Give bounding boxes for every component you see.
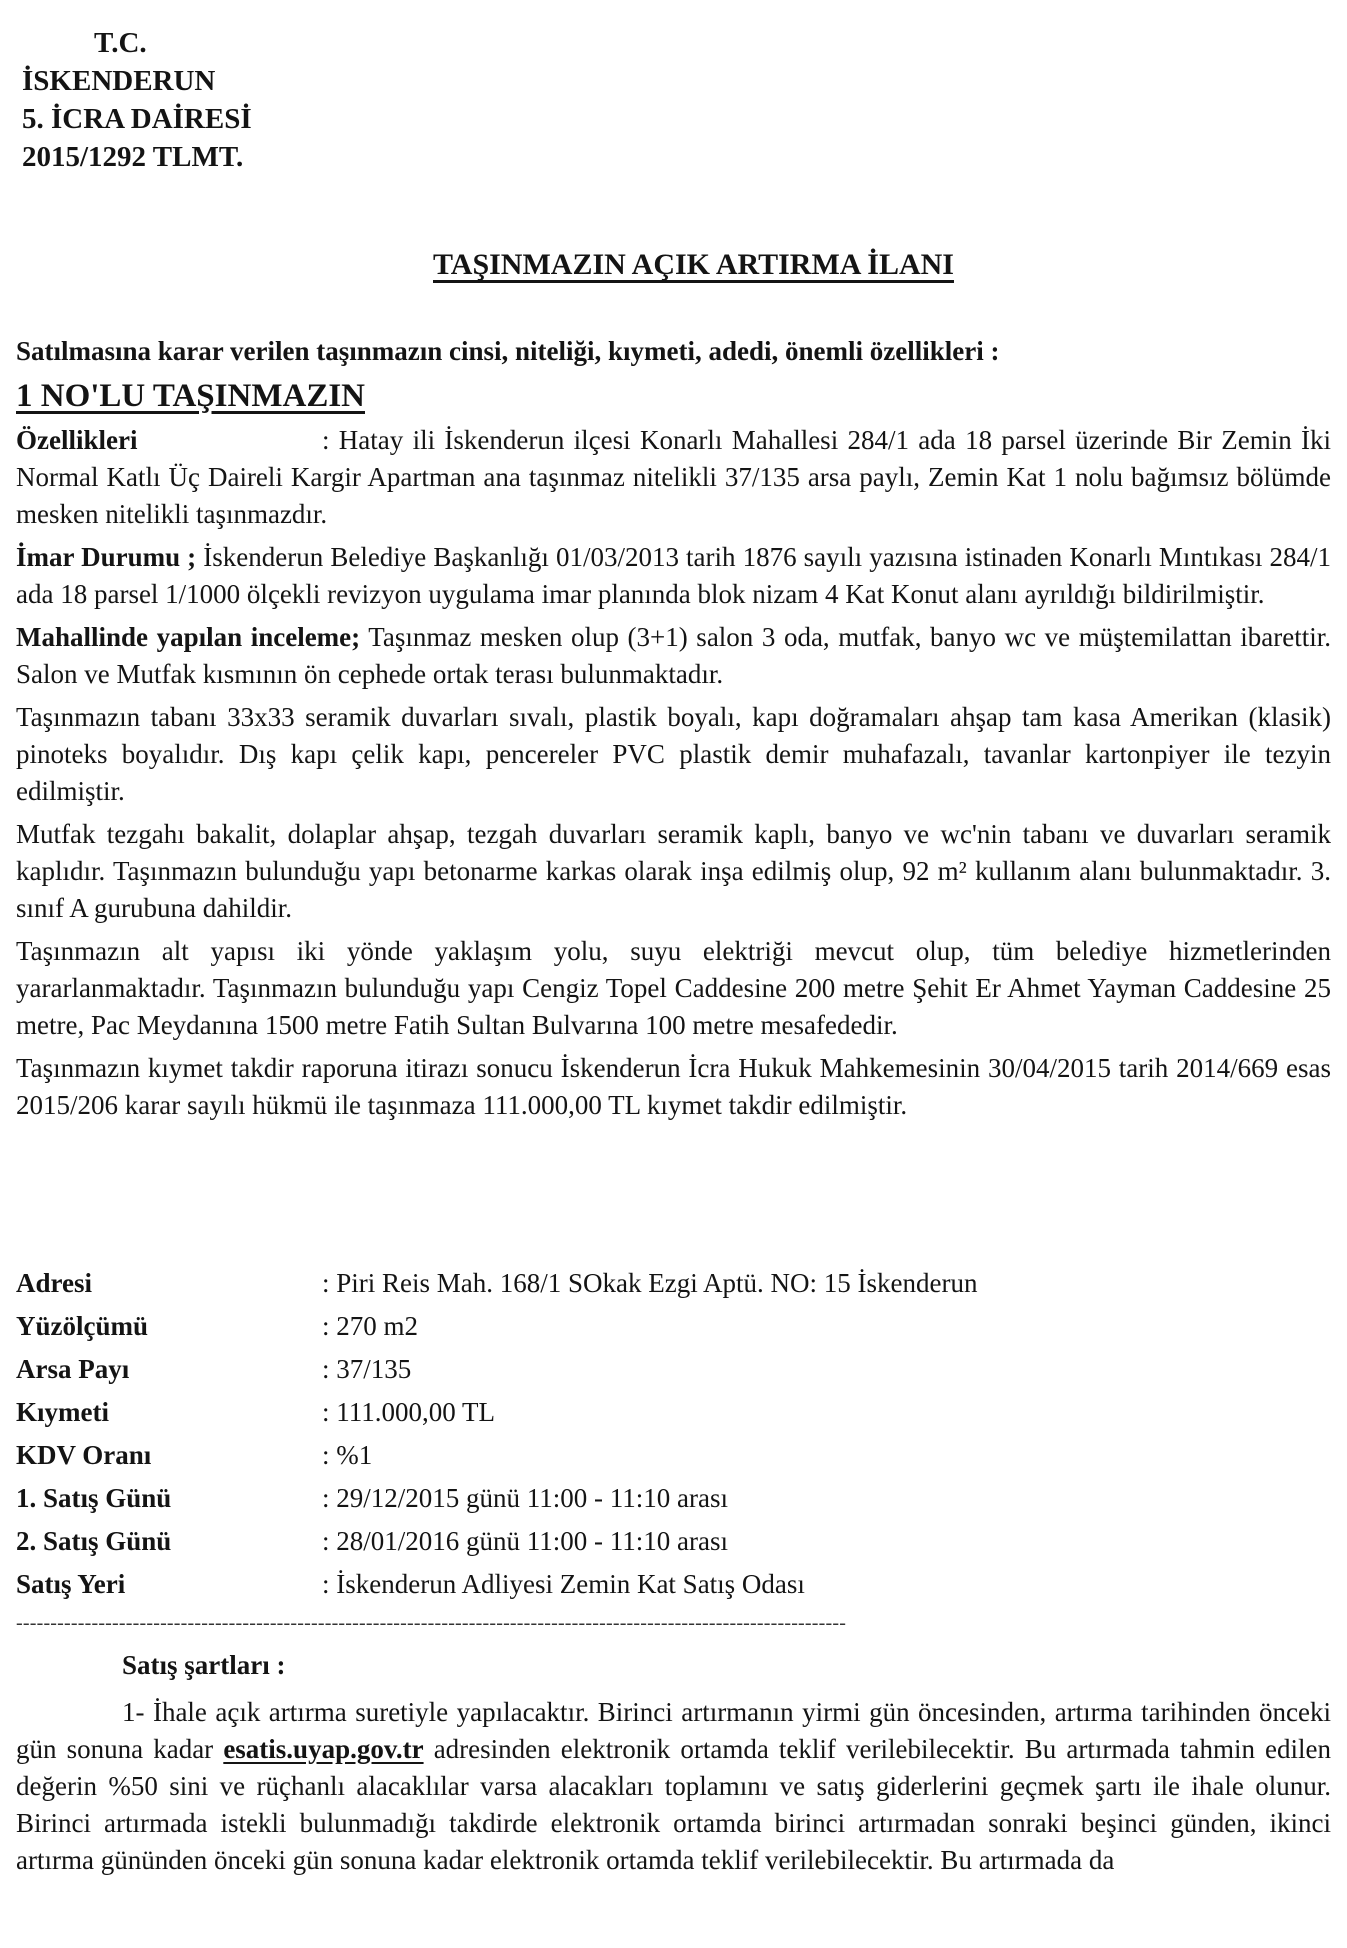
detail-row <box>16 1391 977 1434</box>
body-paragraph: Taşınmazın alt yapısı iki yönde yaklaşım yolu, suyu elektriği mevcut olup, tüm belediye hizmetlerinden yararlanmaktadır. Taşınmazın bulunduğu yapı Cengiz Topel Caddesine 200 metre Şehit Er Ahmet Yayman Caddesine 25 metre, Pac Meydanına 1500 metre Fatih Sultan Bulvarına 100 metre mesafededir. <box>16 936 1331 1040</box>
detail-row <box>16 1434 977 1477</box>
detail-key: Adresi <box>16 1268 93 1298</box>
body-paragraph: Mutfak tezgahı bakalit, dolaplar ahşap, tezgah duvarları seramik kaplı, banyo ve wc'nin tabanı ve duvarları seramik kaplıdır. Taşınmazın bulunduğu yapı betonarme karkas olarak inşa edilmiş olup, 92 m² kullanım alanı bulunmaktadır. 3. sınıf A gurubuna dahildir. <box>16 819 1331 923</box>
detail-key: 2. Satış Günü <box>16 1526 172 1556</box>
detail-value: : İskenderun Adliyesi Zemin Kat Satış Odası <box>322 1569 805 1599</box>
zoning-text: İskenderun Belediye Başkanlığı 01/03/2013 tarih 1876 sayılı yazısına istinaden Konarlı Mıntıkası 284/1 ada 18 parsel 1/1000 ölçekli revizyon uygulama imar planında blok nizam 4 Kat Konut alanı ayrıldığı bildirilmiştir. <box>16 542 1332 609</box>
detail-key: KDV Oranı <box>16 1440 152 1470</box>
detail-key: Satış Yeri <box>16 1569 126 1599</box>
esatis-link[interactable]: esatis.uyap.gov.tr <box>223 1734 424 1764</box>
features-label: Özellikleri <box>16 425 138 455</box>
detail-row <box>16 1563 977 1606</box>
zoning-label: İmar Durumu ; <box>16 542 197 572</box>
detail-value: : 37/135 <box>322 1354 412 1384</box>
page-title-text: TAŞINMAZIN AÇIK ARTIRMA İLANI <box>433 248 954 281</box>
sale-terms-text-end: adresinden elektronik ortamda teklif verilebilecektir. Bu artırmada tahmin edilen değerin %50 sini ve rüçhanlı alacaklılar varsa alacakları toplamını ve satış giderlerini geçmek şartı ile ihale olunur. Birinci artırmada istekli bulunmadığı takdirde elektronik ortamda birinci artırmadan sonraki beşinci günden, ikinci artırma gününden önceki gün sonuna kadar elektronik ortamda teklif verilebilecektir. Bu artırmada da <box>16 1734 1332 1875</box>
sale-terms-text-start: 1- İhale açık artırma suretiyle yapılacaktır. Birinci artırmanın yirmi gün öncesinden, artırma tarihinden önceki gün sonuna kadar <box>16 1697 1331 1764</box>
header-tc: T.C. <box>94 27 147 59</box>
detail-key: Arsa Payı <box>16 1354 130 1384</box>
detail-key: Kıymeti <box>16 1397 109 1427</box>
inspection-text: Taşınmaz mesken olup (3+1) salon 3 oda, mutfak, banyo wc ve müştemilattan ibarettir. Salon ve Mutfak kısmının ön cephede ortak terası bulunmaktadır. <box>16 622 1331 689</box>
page-title <box>0 248 1347 282</box>
detail-value: : 29/12/2015 günü 11:00 - 11:10 arası <box>322 1483 728 1513</box>
body-paragraph: Taşınmazın tabanı 33x33 seramik duvarları sıvalı, plastik boyalı, kapı doğramaları ahşap tam kasa Amerikan (klasik) pinoteks boyalıdır. Dış kapı çelik kapı, pencereler PVC plastik demir muhafazalı, tavanlar kartonpiyer ile tezyin edilmiştir. <box>16 702 1331 806</box>
property-description <box>16 422 1331 1130</box>
detail-row <box>16 1348 977 1391</box>
header-file-number: 2015/1292 TLMT. <box>22 141 244 173</box>
detail-key: Yüzölçümü <box>16 1311 149 1341</box>
header-office: 5. İCRA DAİRESİ <box>22 103 252 135</box>
body-paragraph: Taşınmazın kıymet takdir raporuna itirazı sonucu İskenderun İcra Hukuk Mahkemesinin 30/04/2015 tarih 2014/669 esas 2015/206 karar sayılı hükmü ile taşınmaza 111.000,00 TL kıymet takdir edilmiştir. <box>16 1053 1331 1120</box>
header-city: İSKENDERUN <box>22 65 216 97</box>
property-details <box>16 1262 977 1606</box>
detail-row <box>16 1262 977 1305</box>
detail-value: : Piri Reis Mah. 168/1 SOkak Ezgi Aptü. NO: 15 İskenderun <box>322 1268 978 1298</box>
detail-value: : 270 m2 <box>322 1311 419 1341</box>
detail-row <box>16 1520 977 1563</box>
document-header <box>22 24 252 176</box>
detail-key: 1. Satış Günü <box>16 1483 172 1513</box>
detail-value: : 28/01/2016 günü 11:00 - 11:10 arası <box>322 1526 728 1556</box>
detail-value: : %1 <box>322 1440 373 1470</box>
inspection-label: Mahallinde yapılan inceleme; <box>16 622 361 652</box>
sale-terms-paragraph <box>16 1694 1331 1879</box>
detail-row <box>16 1477 977 1520</box>
zoning-paragraph <box>16 539 1331 613</box>
detail-row <box>16 1305 977 1348</box>
intro-line: Satılmasına karar verilen taşınmazın cinsi, niteliği, kıymeti, adedi, önemli özellikleri : <box>16 336 1000 366</box>
features-text: : Hatay ili İskenderun ilçesi Konarlı Mahallesi 284/1 ada 18 parsel üzerinde Bir Zemin İki Normal Katlı Üç Daireli Kargir Apartman ana taşınmaz nitelikli 37/135 arsa paylı, Zemin Kat 1 nolu bağımsız bölümde mesken nitelikli taşınmazdır. <box>16 425 1331 529</box>
section-separator: ------------------------------------------------------------------------------------------------------------------------- <box>16 1612 847 1634</box>
features-paragraph <box>16 422 1331 533</box>
inspection-paragraph <box>16 619 1331 693</box>
detail-value: : 111.000,00 TL <box>322 1397 495 1427</box>
sale-terms-heading: Satış şartları : <box>122 1650 286 1680</box>
property-number-heading: 1 NO'LU TAŞINMAZIN <box>16 378 365 414</box>
